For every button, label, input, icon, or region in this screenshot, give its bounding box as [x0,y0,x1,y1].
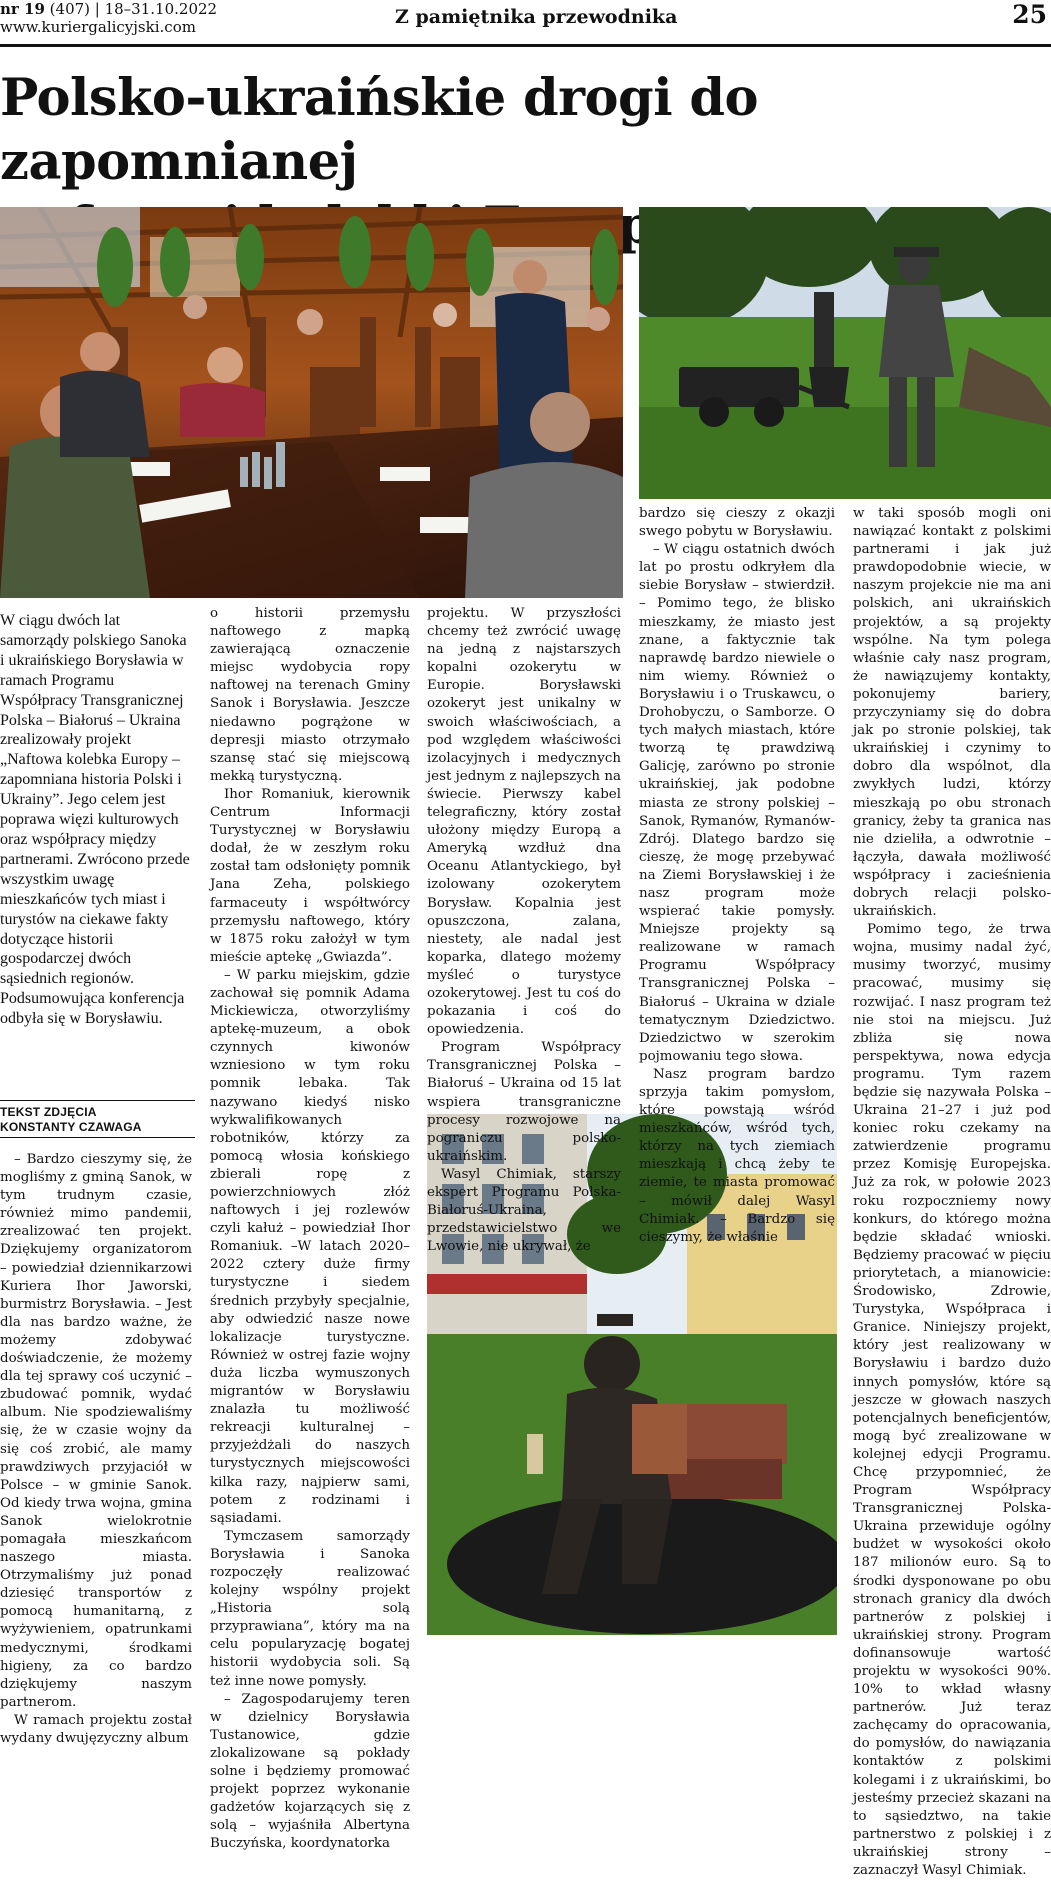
paragraph: Nasz program bardzo sprzyja takim pomysłom, które powstają wśród mieszkańców, wśród tych, którzy na tych ziemiach mieszkają i chcą żeby te ziemie, te miasta promować – mówił dalej Wasyl Chimiak. – Bardzo się cieszymy, że właśnie [639,1066,835,1245]
paragraph: – W parku miejskim, gdzie zachował się pomnik Adama Mickiewicza, otworzyliśmy aptekę-muzeum, a obok czynnych kiwonów wzniesiono w tym roku pomnik lebaka. Tak nazywano kiedyś nisko wykwalifikowanych robotników, którzy za pomocą włosia końskiego zbierali ropę z powierzchniowych złóż naftowych i jej rozlewów czyli kałuż – powiedział Ihor Romaniuk. –W latach 2020–2022 cztery duże firmy turystyczne i siedem średnich przybyły specjalnie, aby odwiedzić nasze nowe lokalizacje turystyczne. Również w ostrej fazie wojny duża liczba wymuszonych migrantów w Borysławiu znalazła tu możliwość rekreacji kulturalnej – przyjeżdżali do naszych turystycznych miejscowości kilka razy, najpierw sami, potem z rodzinami i sąsiadami. [210,967,410,1526]
paragraph: Pomimo tego, że trwa wojna, musimy nadal żyć, musimy tworzyć, musimy pracować, musimy się rozwijać. I nasz program też nie stoi na miejscu. Już zbliża się nowa perspektywa, nowa edycja programu. Tym razem będzie się nazywała Polska – Ukraina 21–27 i już pod koniec roku czekamy na zatwierdzenie programu przez Komisję Europejska. Już za rok, w połowie 2023 roku rozpoczniemy nowy konkurs, do którego można będzie składać wnioski. Będziemy pracować w pięciu priorytetach, a mianowicie: Środowisko, Zdrowie, Turystyka, Współpraca i Granice. Niniejszy projekt, który jest realizowany w Borysławiu i bardzo dużo innych pomysłów, które są jeszcze w głowach naszych potencjalnych beneficjentów, mogą być zrealizowane w kolejnej edycji Programu. Chcę przypomnieć, że Program Współpracy Transgranicznej Polska-Ukraina przewiduje ogólny budżet w wysokości około 187 milionów euro. Są to środki dysponowane po obu stronach granicy dla dwóch partnerów z polskiej i ukraińskiej strony. Program dofinansowuje wartość projektu w wysokości 90%. 10% to wkład własny partnerów. Już teraz zachęcamy do opracowania, do pomysłów, do nawiązania kontaktów z polskimi kolegami i z ukraińskimi, bo jesteśmy przecież skazani na to sąsiedztwo, na takie partnerstwo z polskiej i z ukraińskiej strony – zaznaczył Wasyl Chimiak. [853,922,1051,1879]
lebak-monument-illustration [639,207,1051,499]
paragraph: Program Współpracy Transgranicznej Polska – Białoruś – Ukraina od 15 lat wspiera transgraniczne procesy rozwojowe na pograniczu polsko-ukraińskim. [427,1040,621,1164]
issue-info [0,0,217,36]
column-1 [0,1151,192,1748]
column-4 [639,505,835,1247]
conference-room-illustration [0,207,623,598]
conference-room-photo [0,207,623,598]
paragraph: Ihor Romaniuk, kierownik Centrum Informacji Turystycznej w Borysławiu dodał, że w zeszłym roku został tam odsłonięty pomnik Jana Zeha, polskiego farmaceuty i współtwórcy przemysłu naftowego, który w 1875 roku założył w tym mieście aptekę „Gwiazda”. [210,786,410,965]
paragraph: W ramach projektu został wydany dwujęzyczny album [0,1712,192,1746]
article-lead: W ciągu dwóch lat samorządy polskiego Sanoka i ukraińskiego Borysławia w ramach Programu Współpracy Transgranicznej Polska – Białoruś – Ukraina zrealizowały projekt „Naftowa kolebka Europy – zapomniana historia Polski i Ukrainy”. Jego celem jest poprawa więzi kulturowych oraz współpracy między partnerami. Zwrócono przede wszystkim uwagę mieszkańców tych miast i turystów na ciekawe fakty dotyczące historii gospodarczej dwóch sąsiednich regionów. Podsumowująca konferencja odbyła się w Borysławiu. [0,612,190,1028]
paragraph: – Bardzo cieszymy się, że mogliśmy z gminą Sanok, w tym trudnym czasie, również mimo pandemii, zrealizować ten projekt. Dziękujemy organizatorom – powiedział dziennikarzowi Kuriera Ihor Jaworski, burmistrz Borysławia. – Jest dla nas bardzo ważne, że możemy zdobywać doświadczenie, że możemy dla tej sprawy coś uczynić – zbudować pomnik, wydać album. Nie spodziewaliśmy się, że w czasie wojny da się coś zrobić, ale mamy prawdziwych przyjaciół w Polsce – w gminie Sanok. Od kiedy trwa wojna, gmina Sanok wielokrotnie pomagała mieszkańcom naszego miasta. Otrzymaliśmy już ponad dziesięć transportów z pomocą humanitarną, z wyżywieniem, opatrunkami medycznymi, środkami higieny, za co bardzo dziękujemy naszym partnerom. [0,1152,192,1710]
paragraph: bardzo się cieszy z okazji swego pobytu w Borysławiu. [639,506,835,540]
paragraph: – Zagospodarujemy teren w dzielnicy Borysławia Tustanowice, gdzie zlokalizowane są pokłady solne i będziemy promować projekt poprzez wykonanie gadżetów kojarzących się z solą – wyjaśniła Albertyna Buczyńska, koordynatorka [210,1691,410,1852]
page-number: 25 [1012,0,1047,29]
paragraph: projektu. W przyszłości chcemy też zwrócić uwagę na jedną z najstarszych kopalni ozokerytu w Europie. Borysławski ozokeryt jest unikalny w swoich właściwościach, a pod względem właściwości izolacyjnych i medycznych jest jednym z najlepszych na świecie. Pierwszy kabel telegraficzny, który został ułożony między Europą a Ameryką wzdłuż dna Oceanu Atlantyckiego, był izolowany ozokerytem Borysław. Kopalnia jest opuszczona, zalana, niestety, ale nadal jest koparka, dlatego możemy myśleć o turystyce ozokerytowej. Jest tu coś do pokazania i coś do opowiedzenia. [427,606,621,1038]
site-url[interactable]: www.kuriergalicyjski.com [0,18,196,36]
column-2 [210,605,410,1853]
paragraph: w taki sposób mogli oni nawiązać kontakt z polskimi partnerami i jak już prawdopodobnie wiecie, w naszym projekcie nie ma ani polskich, ani ukraińskich projektów, a są projekty wspólne. Na tym polega właśnie cały nasz program, że nawiązujemy kontakty, pokonujemy bariery, przyczyniamy się do dobra jak po stronie polskiej, tak ukraińskiej i czynimy to dobro dla wspólnot, dla zwykłych ludzi, którzy mieszkają po obu stronach granicy, żeby ta granica nas nie dzieliła, a odwrotnie – łączyła, dawała możliwość współpracy i zacieśnienia dobrych relacji polsko-ukraińskich. [853,506,1051,920]
column-3 [427,605,621,1256]
title-line-1: Polsko-ukraińskie drogi do zapomnianej [0,68,759,192]
issue-date: (407) | 18–31.10.2022 [44,0,218,18]
header-rule [0,44,1051,47]
photo-text-credit [0,1100,195,1135]
section-title: Z pamiętnika przewodnika [395,6,678,28]
credit-rule [0,1137,195,1138]
paragraph: Tymczasem samorządy Borysławia i Sanoka rozpoczęły realizować kolejny wspólny projekt „Historia solą przyprawiana”, który ma na celu popularyzację bogatej historii wydobycia soli. Są też inne nowe pomysły. [210,1528,410,1689]
lebak-monument-photo [639,207,1051,499]
credit-author: KONSTANTY CZAWAGA [0,1120,142,1134]
credit-label: TEKST ZDJĘCIA [0,1105,97,1119]
column-5 [853,505,1051,1880]
paragraph: o historii przemysłu naftowego z mapką zawierającą oznaczenie miejsc wydobycia ropy naftowej na terenach Gminy Sanok i Borysławia. Jeszcze niedawno pogrążone w depresji miasto otrzymało szansę stać się miejscową mekką turystyczną. [210,606,410,784]
paragraph: – W ciągu ostatnich dwóch lat po prostu odkryłem dla siebie Borysław – stwierdził. – Pomimo tego, że blisko mieszkamy, że miasto jest znane, a faktycznie tak naprawdę bardzo niewiele o nim wiemy. Również o Borysławiu i o Truskawcu, o Drohobyczu, o Samborze. O tych małych miastach, które tworzą tę prawdziwą Galicję, zarówno po stronie ukraińskiej, jak podobne miasta ze strony polskiej – Sanok, Rymanów, Rymanów-Zdrój. Dlatego bardzo się cieszę, że mogę przebywać na Ziemi Borysławskiej i że nasz program może wspierać takie pomysły. Mniejsze projekty są realizowane w ramach Programu Współpracy Transgranicznej Polska – Białoruś – Ukraina w dziale tematycznym Dziedzictwo. Dziedzictwo w szerokim pojmowaniu tego słowa. [639,542,835,1064]
issue-number: nr 19 [0,0,45,18]
paragraph: Wasyl Chimiak, starszy ekspert Programu Polska-Białoruś-Ukraina, przedstawicielstwo we Lwowie, nie ukrywał, że [427,1166,621,1255]
